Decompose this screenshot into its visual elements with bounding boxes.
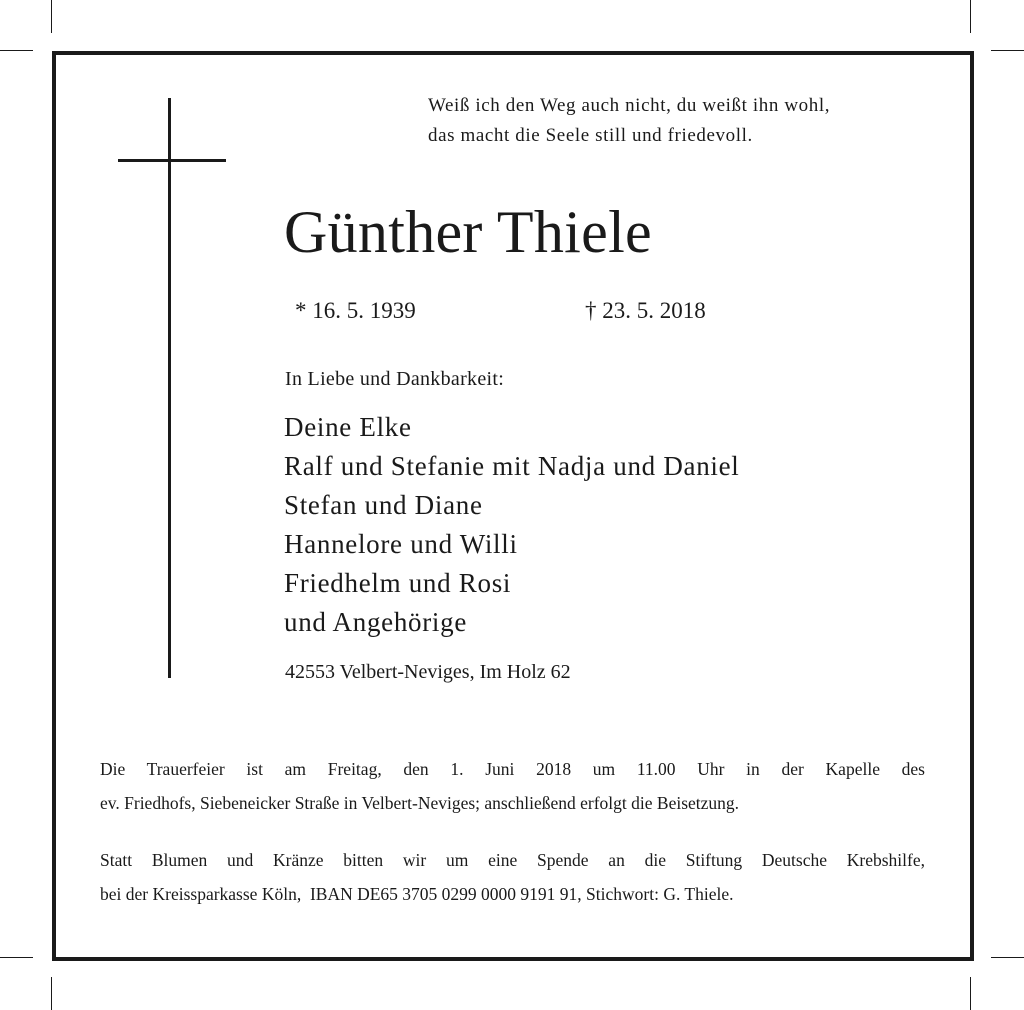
crop-mark-bottom-right	[970, 977, 971, 1010]
verse-line: Weiß ich den Weg auch nicht, du weißt ihn wohl,	[428, 95, 831, 116]
address: 42553 Velbert-Neviges, Im Holz 62	[285, 661, 571, 683]
crop-mark-left-bottom	[0, 957, 33, 958]
crop-mark-top-left	[51, 0, 52, 33]
donation-notice-line: Statt Blumen und Kränze bitten wir um eine Spende an die Stiftung Deutsche Krebshilfe,	[100, 850, 925, 870]
donation-notice-line: bei der Kreissparkasse Köln, IBAN DE65 3705 0299 0000 9191 91, Stichwort: G. Thiele.	[100, 884, 734, 904]
deceased-name: Günther Thiele	[284, 199, 652, 265]
birth-date: * 16. 5. 1939	[295, 298, 416, 323]
mourner-line: Hannelore und Willi	[284, 529, 518, 559]
mourner-line: und Angehörige	[284, 607, 468, 637]
crop-mark-left-top	[0, 50, 33, 51]
cross-icon-crossbar	[118, 159, 226, 162]
crop-mark-right-top	[991, 50, 1024, 51]
verse	[428, 91, 830, 151]
mourners-intro: In Liebe und Dankbarkeit:	[285, 368, 505, 390]
funeral-notice-line: ev. Friedhofs, Siebeneicker Straße in Velbert-Neviges; anschließend erfolgt die Beisetzung.	[100, 793, 740, 813]
death-date: † 23. 5. 2018	[585, 298, 706, 323]
mourner-line: Ralf und Stefanie mit Nadja und Daniel	[284, 451, 740, 481]
cross-icon	[168, 98, 171, 678]
funeral-notice	[100, 752, 925, 820]
donation-notice	[100, 843, 925, 911]
crop-mark-bottom-left	[51, 977, 52, 1010]
mourner-line: Stefan und Diane	[284, 490, 483, 520]
funeral-notice-line: Die Trauerfeier ist am Freitag, den 1. Juni 2018 um 11.00 Uhr in der Kapelle des	[100, 759, 925, 779]
mourner-line: Friedhelm und Rosi	[284, 568, 512, 598]
crop-mark-right-bottom	[991, 957, 1024, 958]
verse-line: das macht die Seele still und friedevoll.	[428, 125, 753, 146]
crop-mark-top-right	[970, 0, 971, 33]
mourners-list	[284, 408, 740, 642]
mourner-line: Deine Elke	[284, 412, 412, 442]
